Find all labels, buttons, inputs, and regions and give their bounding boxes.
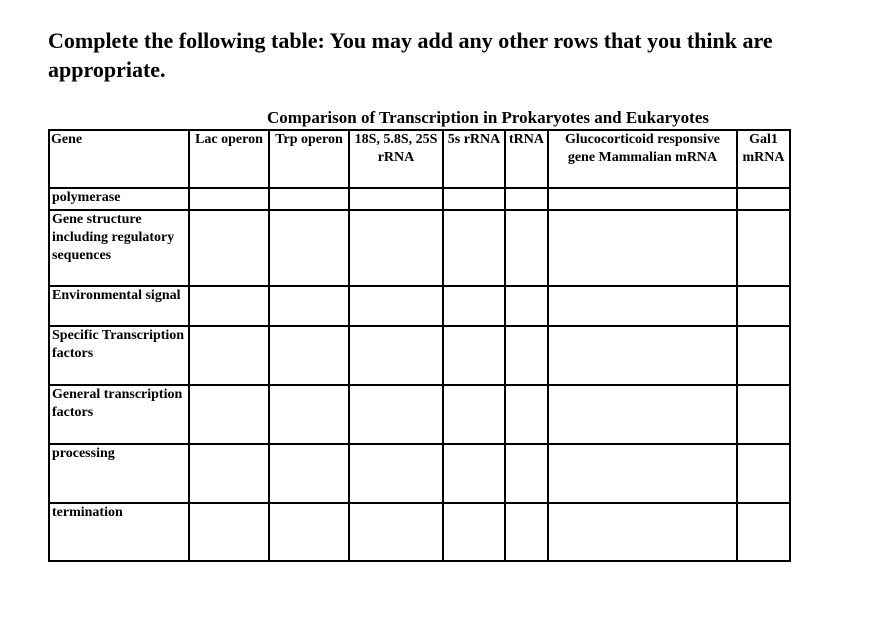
- answer-cell[interactable]: [349, 286, 443, 326]
- answer-cell[interactable]: [548, 286, 737, 326]
- answer-cell[interactable]: [269, 286, 349, 326]
- answer-cell[interactable]: [737, 286, 790, 326]
- column-header-glucocorticoid-gene: Glucocorticoid responsive gene Mammalian mRNA: [548, 130, 737, 188]
- row-label-specific-transcription-factors: Specific Transcription factors: [49, 326, 189, 385]
- table-row: [49, 503, 790, 561]
- comparison-table: [48, 129, 791, 562]
- row-label-processing: processing: [49, 444, 189, 503]
- answer-cell[interactable]: [443, 188, 505, 210]
- table-row: [49, 210, 790, 286]
- answer-cell[interactable]: [189, 188, 269, 210]
- answer-cell[interactable]: [443, 385, 505, 444]
- answer-cell[interactable]: [269, 444, 349, 503]
- column-header-trp-operon: Trp operon: [269, 130, 349, 188]
- answer-cell[interactable]: [737, 326, 790, 385]
- answer-cell[interactable]: [443, 444, 505, 503]
- column-header-18s-58s-25s-rrna: 18S, 5.8S, 25S rRNA: [349, 130, 443, 188]
- answer-cell[interactable]: [189, 444, 269, 503]
- row-label-polymerase: polymerase: [49, 188, 189, 210]
- answer-cell[interactable]: [548, 444, 737, 503]
- column-header-gene: Gene: [49, 130, 189, 188]
- answer-cell[interactable]: [505, 326, 548, 385]
- answer-cell[interactable]: [269, 326, 349, 385]
- answer-cell[interactable]: [269, 385, 349, 444]
- answer-cell[interactable]: [349, 210, 443, 286]
- answer-cell[interactable]: [737, 385, 790, 444]
- answer-cell[interactable]: [349, 385, 443, 444]
- answer-cell[interactable]: [548, 503, 737, 561]
- answer-cell[interactable]: [443, 326, 505, 385]
- answer-cell[interactable]: [505, 188, 548, 210]
- column-header-lac-operon: Lac operon: [189, 130, 269, 188]
- answer-cell[interactable]: [737, 444, 790, 503]
- table-row: [49, 188, 790, 210]
- answer-cell[interactable]: [349, 444, 443, 503]
- answer-cell[interactable]: [443, 503, 505, 561]
- answer-cell[interactable]: [737, 210, 790, 286]
- column-header-5s-rrna: 5s rRNA: [443, 130, 505, 188]
- answer-cell[interactable]: [189, 210, 269, 286]
- answer-cell[interactable]: [269, 188, 349, 210]
- answer-cell[interactable]: [189, 326, 269, 385]
- answer-cell[interactable]: [189, 503, 269, 561]
- answer-cell[interactable]: [505, 210, 548, 286]
- row-label-environmental-signal: Environmental signal: [49, 286, 189, 326]
- answer-cell[interactable]: [443, 286, 505, 326]
- answer-cell[interactable]: [548, 188, 737, 210]
- answer-cell[interactable]: [505, 503, 548, 561]
- header-row: [49, 130, 790, 188]
- table-caption: Comparison of Transcription in Prokaryotes and Eukaryotes: [266, 108, 710, 127]
- answer-cell[interactable]: [269, 503, 349, 561]
- answer-cell[interactable]: [189, 385, 269, 444]
- column-header-trna: tRNA: [505, 130, 548, 188]
- table-row: [49, 444, 790, 503]
- answer-cell[interactable]: [189, 286, 269, 326]
- answer-cell[interactable]: [548, 210, 737, 286]
- answer-cell[interactable]: [505, 385, 548, 444]
- answer-cell[interactable]: [548, 326, 737, 385]
- row-label-gene-structure: Gene structure including regulatory sequences: [49, 210, 189, 286]
- answer-cell[interactable]: [505, 286, 548, 326]
- instruction-text: Complete the following table: You may add any other rows that you think are appropriate.: [48, 28, 773, 82]
- column-header-gal1-mrna: Gal1 mRNA: [737, 130, 790, 188]
- table-row: [49, 385, 790, 444]
- answer-cell[interactable]: [737, 503, 790, 561]
- table-row: [49, 326, 790, 385]
- table-row: [49, 286, 790, 326]
- answer-cell[interactable]: [349, 326, 443, 385]
- row-label-general-transcription-factors: General transcription factors: [49, 385, 189, 444]
- answer-cell[interactable]: [505, 444, 548, 503]
- row-label-termination: termination: [49, 503, 189, 561]
- answer-cell[interactable]: [269, 210, 349, 286]
- answer-cell[interactable]: [443, 210, 505, 286]
- answer-cell[interactable]: [548, 385, 737, 444]
- answer-cell[interactable]: [349, 503, 443, 561]
- answer-cell[interactable]: [737, 188, 790, 210]
- answer-cell[interactable]: [349, 188, 443, 210]
